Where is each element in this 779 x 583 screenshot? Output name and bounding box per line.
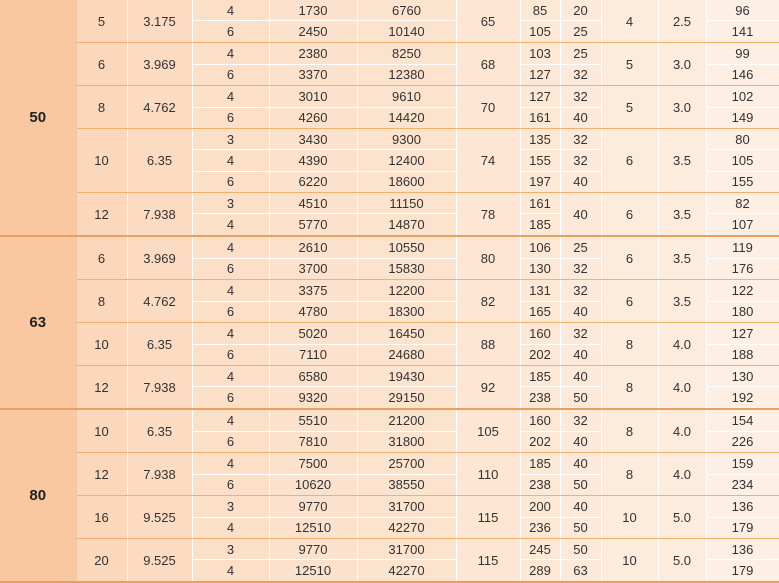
- table-row: [0, 409, 779, 431]
- dynamic-load-cell: 6220: [269, 171, 357, 192]
- thread-cell: 3.5: [658, 193, 706, 237]
- weight-cell: 127: [706, 323, 779, 345]
- flange-dia-cell: 74: [456, 129, 520, 193]
- dynamic-load-cell: 7810: [269, 431, 357, 453]
- thread-cell: 4.0: [658, 323, 706, 366]
- weight-cell: 226: [706, 431, 779, 453]
- circuits-cell: 3: [192, 193, 269, 214]
- circuits-cell: 3: [192, 539, 269, 560]
- circuits-cell: 6: [192, 431, 269, 453]
- table-row: [0, 366, 779, 387]
- flange-dia-cell: 80: [456, 236, 520, 280]
- static-load-cell: 38550: [357, 474, 456, 496]
- static-load-cell: 12200: [357, 280, 456, 302]
- length-cell: 197: [520, 171, 560, 192]
- table-row: [0, 86, 779, 108]
- lead-cell: 32: [560, 323, 601, 345]
- thread-cell: 3.5: [658, 129, 706, 193]
- nominal-dia-cell: 12: [76, 453, 127, 496]
- dynamic-load-cell: 5510: [269, 409, 357, 431]
- nominal-dia-cell: 6: [76, 236, 127, 280]
- lead-cell: 50: [560, 387, 601, 409]
- circuits-cell: 4: [192, 150, 269, 171]
- ball-dia-cell: 6.35: [127, 129, 192, 193]
- weight-cell: 159: [706, 453, 779, 475]
- dynamic-load-cell: 5020: [269, 323, 357, 345]
- table-row: [0, 539, 779, 560]
- weight-cell: 154: [706, 409, 779, 431]
- static-load-cell: 9300: [357, 129, 456, 150]
- length-cell: 127: [520, 64, 560, 86]
- circuits-cell: 4: [192, 0, 269, 21]
- dynamic-load-cell: 7500: [269, 453, 357, 475]
- circuits-cell: 6: [192, 171, 269, 192]
- lead-cell: 32: [560, 129, 601, 150]
- dynamic-load-cell: 3370: [269, 64, 357, 86]
- ball-dia-cell: 4.762: [127, 86, 192, 129]
- table-row: [0, 43, 779, 65]
- static-load-cell: 29150: [357, 387, 456, 409]
- nominal-dia-cell: 10: [76, 409, 127, 453]
- circuits-cell: 4: [192, 560, 269, 582]
- static-load-cell: 14870: [357, 214, 456, 236]
- lead-cell: 25: [560, 236, 601, 258]
- nominal-dia-cell: 6: [76, 43, 127, 86]
- table-row: [0, 193, 779, 214]
- circuits-cell: 4: [192, 280, 269, 302]
- static-load-cell: 9610: [357, 86, 456, 108]
- length-cell: 185: [520, 214, 560, 236]
- weight-cell: 180: [706, 301, 779, 323]
- weight-cell: 141: [706, 21, 779, 43]
- lead-cell: 32: [560, 64, 601, 86]
- static-load-cell: 11150: [357, 193, 456, 214]
- circuits-cell: 6: [192, 474, 269, 496]
- weight-cell: 136: [706, 539, 779, 560]
- bolt-cell: 8: [601, 366, 658, 410]
- lead-cell: 32: [560, 86, 601, 108]
- weight-cell: 192: [706, 387, 779, 409]
- weight-cell: 119: [706, 236, 779, 258]
- ball-dia-cell: 9.525: [127, 539, 192, 583]
- static-load-cell: 6760: [357, 0, 456, 21]
- static-load-cell: 18300: [357, 301, 456, 323]
- weight-cell: 130: [706, 366, 779, 387]
- weight-cell: 99: [706, 43, 779, 65]
- group-label: 80: [0, 409, 76, 582]
- ball-dia-cell: 4.762: [127, 280, 192, 323]
- static-load-cell: 31700: [357, 539, 456, 560]
- length-cell: 127: [520, 86, 560, 108]
- circuits-cell: 4: [192, 366, 269, 387]
- static-load-cell: 25700: [357, 453, 456, 475]
- table-row: [0, 280, 779, 302]
- dynamic-load-cell: 3375: [269, 280, 357, 302]
- lead-cell: 32: [560, 409, 601, 431]
- circuits-cell: 4: [192, 236, 269, 258]
- ball-dia-cell: 6.35: [127, 409, 192, 453]
- static-load-cell: 10550: [357, 236, 456, 258]
- dynamic-load-cell: 12510: [269, 560, 357, 582]
- circuits-cell: 3: [192, 496, 269, 518]
- flange-dia-cell: 105: [456, 409, 520, 453]
- lead-cell: 40: [560, 171, 601, 192]
- length-cell: 165: [520, 301, 560, 323]
- length-cell: 202: [520, 431, 560, 453]
- static-load-cell: 31800: [357, 431, 456, 453]
- length-cell: 106: [520, 236, 560, 258]
- dynamic-load-cell: 3430: [269, 129, 357, 150]
- thread-cell: 3.5: [658, 236, 706, 280]
- flange-dia-cell: 115: [456, 496, 520, 539]
- weight-cell: 102: [706, 86, 779, 108]
- bolt-cell: 6: [601, 280, 658, 323]
- circuits-cell: 4: [192, 323, 269, 345]
- nominal-dia-cell: 8: [76, 86, 127, 129]
- flange-dia-cell: 70: [456, 86, 520, 129]
- circuits-cell: 6: [192, 387, 269, 409]
- bolt-cell: 8: [601, 323, 658, 366]
- circuits-cell: 4: [192, 86, 269, 108]
- length-cell: 185: [520, 366, 560, 387]
- lead-cell: 40: [560, 107, 601, 129]
- length-cell: 130: [520, 258, 560, 280]
- lead-cell: 32: [560, 280, 601, 302]
- lead-cell: 50: [560, 474, 601, 496]
- bolt-cell: 8: [601, 409, 658, 453]
- lead-cell: 40: [560, 344, 601, 366]
- thread-cell: 4.0: [658, 366, 706, 410]
- thread-cell: 5.0: [658, 539, 706, 583]
- length-cell: 185: [520, 453, 560, 475]
- bolt-cell: 10: [601, 539, 658, 583]
- length-cell: 161: [520, 107, 560, 129]
- weight-cell: 234: [706, 474, 779, 496]
- ball-dia-cell: 7.938: [127, 193, 192, 237]
- dynamic-load-cell: 6580: [269, 366, 357, 387]
- nominal-dia-cell: 16: [76, 496, 127, 539]
- flange-dia-cell: 68: [456, 43, 520, 86]
- length-cell: 135: [520, 129, 560, 150]
- length-cell: 289: [520, 560, 560, 582]
- circuits-cell: 4: [192, 214, 269, 236]
- flange-dia-cell: 82: [456, 280, 520, 323]
- flange-dia-cell: 65: [456, 0, 520, 43]
- circuits-cell: 6: [192, 64, 269, 86]
- bolt-cell: 10: [601, 496, 658, 539]
- nominal-dia-cell: 20: [76, 539, 127, 583]
- table-row: [0, 453, 779, 475]
- static-load-cell: 18600: [357, 171, 456, 192]
- thread-cell: 3.0: [658, 43, 706, 86]
- weight-cell: 96: [706, 0, 779, 21]
- lead-cell: 40: [560, 301, 601, 323]
- static-load-cell: 21200: [357, 409, 456, 431]
- static-load-cell: 42270: [357, 517, 456, 539]
- dynamic-load-cell: 12510: [269, 517, 357, 539]
- circuits-cell: 4: [192, 43, 269, 65]
- bolt-cell: 6: [601, 193, 658, 237]
- thread-cell: 3.5: [658, 280, 706, 323]
- static-load-cell: 10140: [357, 21, 456, 43]
- table-row: [0, 323, 779, 345]
- ball-dia-cell: 7.938: [127, 366, 192, 410]
- nominal-dia-cell: 5: [76, 0, 127, 43]
- thread-cell: 5.0: [658, 496, 706, 539]
- weight-cell: 179: [706, 560, 779, 582]
- static-load-cell: 12400: [357, 150, 456, 171]
- lead-cell: 63: [560, 560, 601, 582]
- dynamic-load-cell: 4510: [269, 193, 357, 214]
- bolt-cell: 8: [601, 453, 658, 496]
- lead-cell: 40: [560, 431, 601, 453]
- static-load-cell: 16450: [357, 323, 456, 345]
- dynamic-load-cell: 2380: [269, 43, 357, 65]
- lead-cell: 50: [560, 539, 601, 560]
- lead-cell: 32: [560, 258, 601, 280]
- circuits-cell: 4: [192, 409, 269, 431]
- weight-cell: 80: [706, 129, 779, 150]
- thread-cell: 4.0: [658, 453, 706, 496]
- bolt-cell: 6: [601, 236, 658, 280]
- weight-cell: 155: [706, 171, 779, 192]
- nominal-dia-cell: 10: [76, 129, 127, 193]
- lead-cell: 40: [560, 453, 601, 475]
- dynamic-load-cell: 2610: [269, 236, 357, 258]
- flange-dia-cell: 115: [456, 539, 520, 583]
- static-load-cell: 19430: [357, 366, 456, 387]
- length-cell: 85: [520, 0, 560, 21]
- length-cell: 238: [520, 387, 560, 409]
- weight-cell: 188: [706, 344, 779, 366]
- nominal-dia-cell: 8: [76, 280, 127, 323]
- circuits-cell: 6: [192, 301, 269, 323]
- group-label: 50: [0, 0, 76, 236]
- dynamic-load-cell: 10620: [269, 474, 357, 496]
- dynamic-load-cell: 4390: [269, 150, 357, 171]
- dynamic-load-cell: 3010: [269, 86, 357, 108]
- flange-dia-cell: 110: [456, 453, 520, 496]
- dynamic-load-cell: 4260: [269, 107, 357, 129]
- thread-cell: 3.0: [658, 86, 706, 129]
- lead-cell: 50: [560, 517, 601, 539]
- static-load-cell: 31700: [357, 496, 456, 518]
- weight-cell: 136: [706, 496, 779, 518]
- dynamic-load-cell: 4780: [269, 301, 357, 323]
- length-cell: 105: [520, 21, 560, 43]
- lead-cell: 40: [560, 193, 601, 237]
- dynamic-load-cell: 2450: [269, 21, 357, 43]
- dynamic-load-cell: 9320: [269, 387, 357, 409]
- circuits-cell: 3: [192, 129, 269, 150]
- weight-cell: 146: [706, 64, 779, 86]
- nominal-dia-cell: 12: [76, 193, 127, 237]
- thread-cell: 2.5: [658, 0, 706, 43]
- bolt-cell: 6: [601, 129, 658, 193]
- dynamic-load-cell: 9770: [269, 496, 357, 518]
- static-load-cell: 42270: [357, 560, 456, 582]
- weight-cell: 107: [706, 214, 779, 236]
- flange-dia-cell: 92: [456, 366, 520, 410]
- static-load-cell: 24680: [357, 344, 456, 366]
- weight-cell: 82: [706, 193, 779, 214]
- lead-cell: 20: [560, 0, 601, 21]
- dynamic-load-cell: 3700: [269, 258, 357, 280]
- lead-cell: 40: [560, 496, 601, 518]
- length-cell: 103: [520, 43, 560, 65]
- circuits-cell: 6: [192, 107, 269, 129]
- dynamic-load-cell: 1730: [269, 0, 357, 21]
- ball-dia-cell: 9.525: [127, 496, 192, 539]
- circuits-cell: 4: [192, 453, 269, 475]
- length-cell: 238: [520, 474, 560, 496]
- ball-dia-cell: 7.938: [127, 453, 192, 496]
- lead-cell: 25: [560, 43, 601, 65]
- length-cell: 161: [520, 193, 560, 214]
- lead-cell: 32: [560, 150, 601, 171]
- flange-dia-cell: 88: [456, 323, 520, 366]
- circuits-cell: 4: [192, 517, 269, 539]
- length-cell: 202: [520, 344, 560, 366]
- bolt-cell: 5: [601, 43, 658, 86]
- table-row: [0, 129, 779, 150]
- bolt-cell: 4: [601, 0, 658, 43]
- dynamic-load-cell: 9770: [269, 539, 357, 560]
- lead-cell: 25: [560, 21, 601, 43]
- weight-cell: 105: [706, 150, 779, 171]
- weight-cell: 176: [706, 258, 779, 280]
- length-cell: 236: [520, 517, 560, 539]
- static-load-cell: 14420: [357, 107, 456, 129]
- circuits-cell: 6: [192, 258, 269, 280]
- length-cell: 160: [520, 409, 560, 431]
- static-load-cell: 15830: [357, 258, 456, 280]
- dynamic-load-cell: 7110: [269, 344, 357, 366]
- circuits-cell: 6: [192, 344, 269, 366]
- weight-cell: 179: [706, 517, 779, 539]
- circuits-cell: 6: [192, 21, 269, 43]
- ball-dia-cell: 3.969: [127, 43, 192, 86]
- thread-cell: 4.0: [658, 409, 706, 453]
- table-row: [0, 236, 779, 258]
- length-cell: 131: [520, 280, 560, 302]
- length-cell: 155: [520, 150, 560, 171]
- table-row: [0, 0, 779, 21]
- flange-dia-cell: 78: [456, 193, 520, 237]
- length-cell: 200: [520, 496, 560, 518]
- lead-cell: 40: [560, 366, 601, 387]
- nominal-dia-cell: 12: [76, 366, 127, 410]
- bolt-cell: 5: [601, 86, 658, 129]
- static-load-cell: 12380: [357, 64, 456, 86]
- dynamic-load-cell: 5770: [269, 214, 357, 236]
- nominal-dia-cell: 10: [76, 323, 127, 366]
- length-cell: 245: [520, 539, 560, 560]
- length-cell: 160: [520, 323, 560, 345]
- weight-cell: 149: [706, 107, 779, 129]
- static-load-cell: 8250: [357, 43, 456, 65]
- group-label: 63: [0, 236, 76, 409]
- ball-dia-cell: 3.175: [127, 0, 192, 43]
- weight-cell: 122: [706, 280, 779, 302]
- table-row: [0, 496, 779, 518]
- ball-dia-cell: 6.35: [127, 323, 192, 366]
- ball-dia-cell: 3.969: [127, 236, 192, 280]
